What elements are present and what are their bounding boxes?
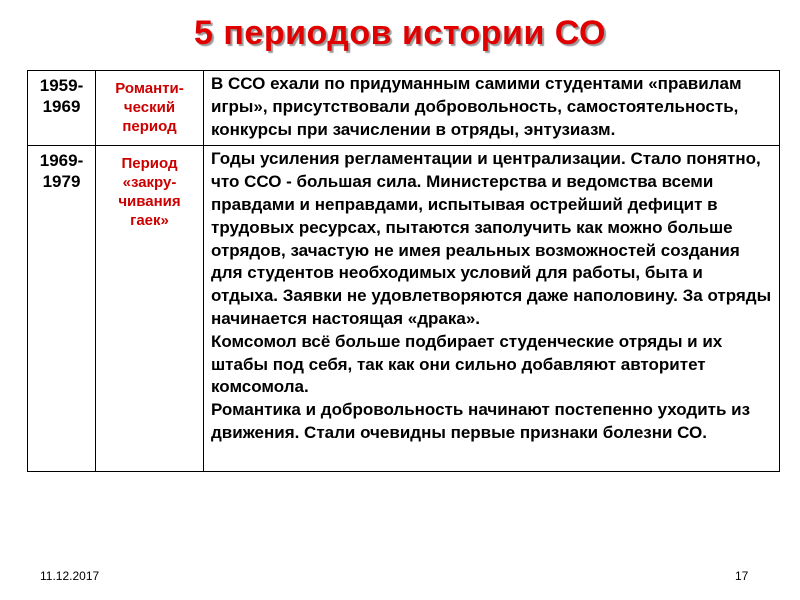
period-name-text: Период «закру- чивания гаек»	[118, 155, 181, 230]
period-description: Годы усиления регламентации и централизации. Стало понятно, что ССО - большая сила. Министерства и ведомства всеми правдами и неправдами, испытывая острейший дефицит в трудовых ресурсах, пытаются заполучить как можно больше отрядов, зачастую не имея реальных возможностей создания для студентов необходимых условий для работы, быта и отдыха. Заявки не удовлетворяются даже наполовину. За отряды начинается настоящая «драка». Комсомол всё больше подбирает студенческие отряды и их штабы под себя, так как они сильно добавляют авторитет комсомола. Романтика и добровольность начинают постепенно уходить из движения. Стали очевидны первые признаки болезни СО.	[204, 146, 780, 471]
period-name	[96, 71, 204, 146]
period-years	[28, 146, 96, 471]
period-description: В ССО ехали по придуманным самими студентами «правилам игры», присутствовали добровольность, самостоятельность, конкурсы при зачислении в отряды, энтузиазм.	[204, 71, 780, 146]
period-years-text: 1969- 1979	[39, 151, 84, 192]
periods-table	[27, 70, 780, 472]
page-number: 17	[735, 569, 749, 583]
table-row	[28, 146, 780, 471]
period-years	[28, 71, 96, 146]
period-name-text: Романти- ческий период	[115, 80, 184, 135]
period-years-text: 1959- 1969	[39, 76, 84, 116]
period-name	[96, 146, 204, 471]
footer-date: 11.12.2017	[40, 569, 100, 583]
slide-title: 5 периодов истории СО	[194, 14, 606, 52]
table-row	[28, 71, 780, 146]
